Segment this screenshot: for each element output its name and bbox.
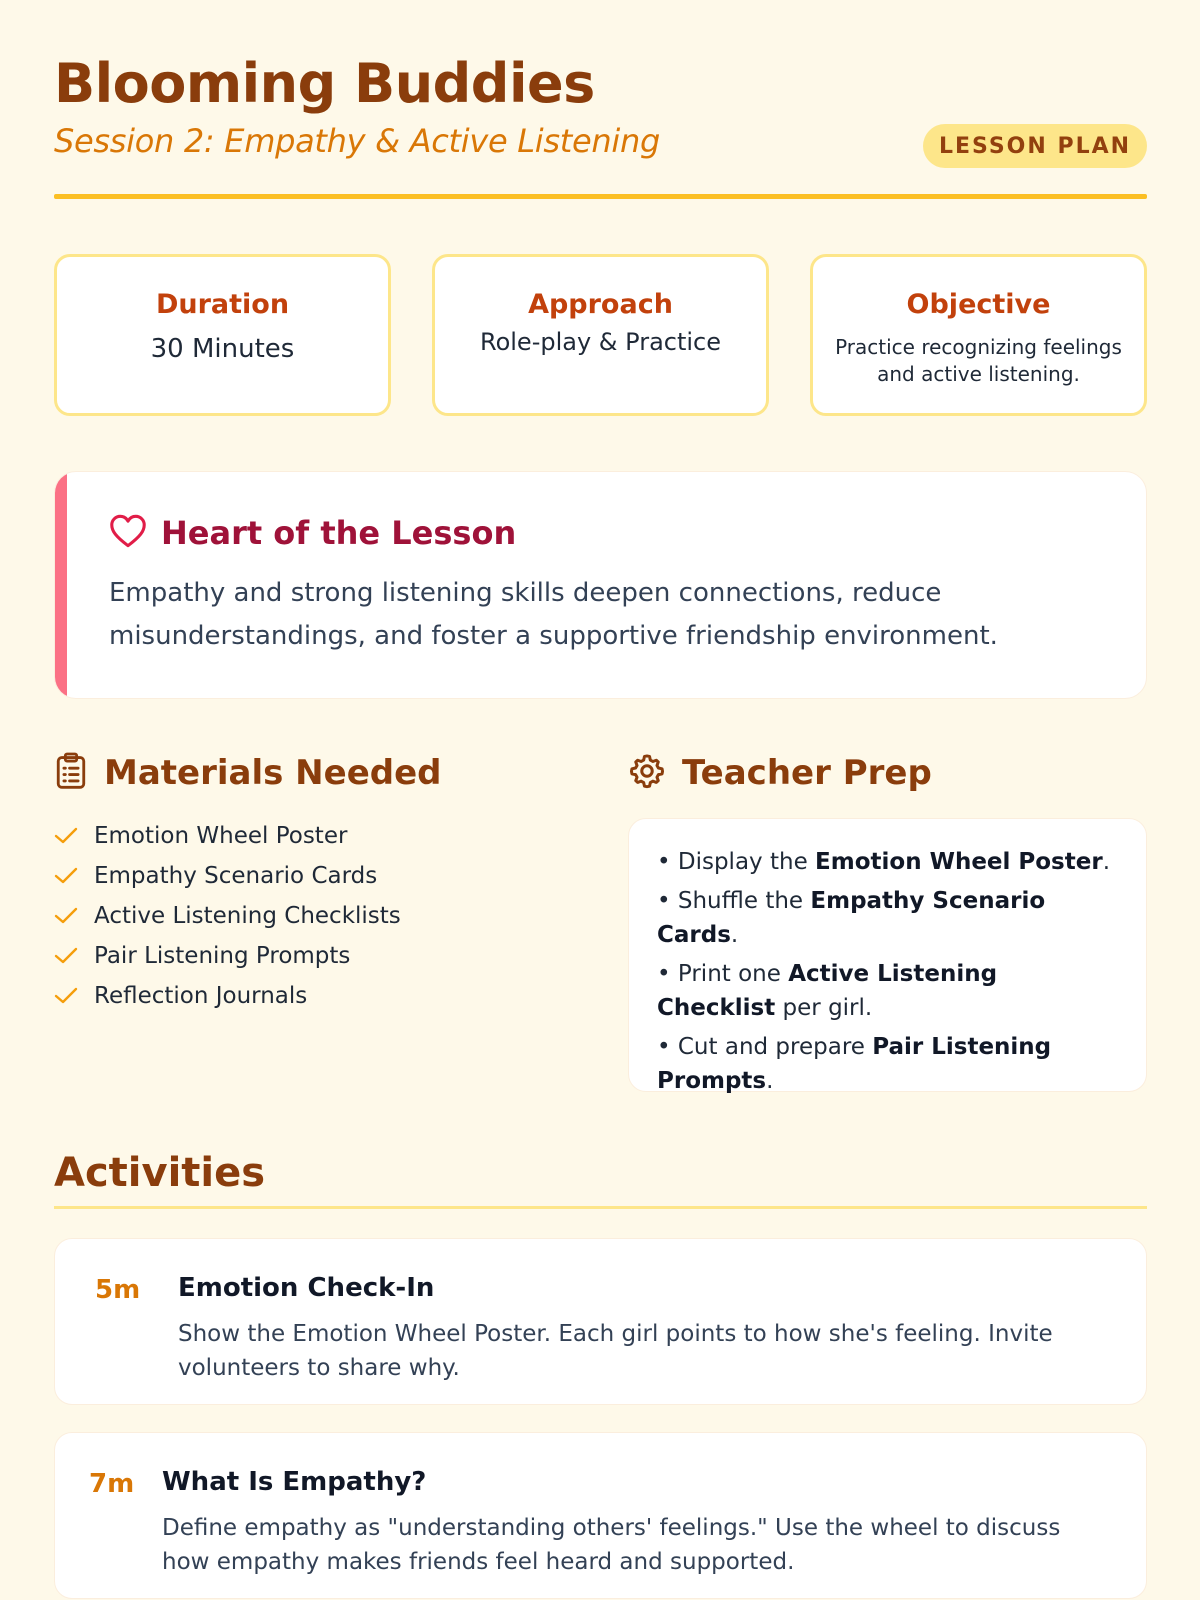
material-label: Active Listening Checklists xyxy=(94,903,401,929)
heart-title: Heart of the Lesson xyxy=(161,514,517,552)
activity-description: Show the Emotion Wheel Poster. Each girl points to how she's feeling. Invite volunteers to share why. xyxy=(178,1321,1053,1381)
material-label: Reflection Journals xyxy=(94,983,308,1009)
activity-duration: 7m xyxy=(89,1469,135,1499)
materials-list xyxy=(54,816,401,1016)
materials-heading xyxy=(54,752,442,794)
materials-title: Materials Needed xyxy=(104,753,442,793)
activities-heading: Activities xyxy=(54,1150,266,1196)
teacher-prep-title: Teacher Prep xyxy=(682,753,932,793)
prep-item: • Cut and prepare Pair Listening Prompts. xyxy=(657,1034,1052,1094)
list-item xyxy=(54,976,401,1016)
lesson-plan-badge: LESSON PLAN xyxy=(923,124,1147,168)
session-subtitle: Session 2: Empathy & Active Listening xyxy=(54,122,660,160)
check-icon xyxy=(54,987,80,1005)
activity-description: Define empathy as "understanding others' feelings." Use the wheel to discuss how empathy makes friends feel heard and supported. xyxy=(162,1515,1061,1575)
activity-card xyxy=(54,1238,1147,1405)
prep-item: • Shuffle the Empathy Scenario Cards. xyxy=(657,888,1046,948)
check-icon xyxy=(54,947,80,965)
list-item xyxy=(54,816,401,856)
material-label: Emotion Wheel Poster xyxy=(94,823,348,849)
approach-label: Approach xyxy=(528,289,673,320)
approach-value: Role-play & Practice xyxy=(479,328,722,356)
info-cards xyxy=(54,254,1147,416)
activity-title: Emotion Check-In xyxy=(178,1273,435,1303)
activity-duration: 5m xyxy=(95,1275,141,1305)
teacher-prep-box xyxy=(628,818,1147,1092)
heart-body-text: Empathy and strong listening skills deepen connections, reduce misunderstandings, and foster a supportive friendship environment. xyxy=(109,578,998,651)
gear-icon xyxy=(628,752,666,794)
duration-card xyxy=(54,254,391,416)
panel-accent-bar xyxy=(55,472,67,698)
header-divider xyxy=(54,194,1147,199)
heart-heading xyxy=(109,514,516,552)
activities-divider xyxy=(54,1206,1147,1209)
activity-title: What Is Empathy? xyxy=(162,1467,427,1497)
heart-icon xyxy=(109,514,147,552)
prep-item: • Print one Active Listening Checklist per girl. xyxy=(657,961,998,1021)
list-item xyxy=(54,896,401,936)
list-item xyxy=(54,936,401,976)
objective-value: Practice recognizing feelings and active listening. xyxy=(835,335,1122,386)
duration-value: 30 Minutes xyxy=(150,334,295,364)
check-icon xyxy=(54,827,80,845)
teacher-prep-heading xyxy=(628,752,932,794)
page-title: Blooming Buddies xyxy=(54,52,595,115)
clipboard-icon xyxy=(54,752,88,794)
material-label: Empathy Scenario Cards xyxy=(94,863,378,889)
heart-of-lesson-panel xyxy=(54,471,1147,699)
duration-label: Duration xyxy=(155,289,290,320)
objective-label: Objective xyxy=(906,289,1051,320)
prep-item: • Display the Emotion Wheel Poster. xyxy=(657,849,1111,875)
objective-card xyxy=(810,254,1147,416)
list-item xyxy=(54,856,401,896)
activity-card xyxy=(54,1432,1147,1599)
material-label: Pair Listening Prompts xyxy=(94,943,351,969)
approach-card xyxy=(432,254,769,416)
check-icon xyxy=(54,867,80,885)
check-icon xyxy=(54,907,80,925)
